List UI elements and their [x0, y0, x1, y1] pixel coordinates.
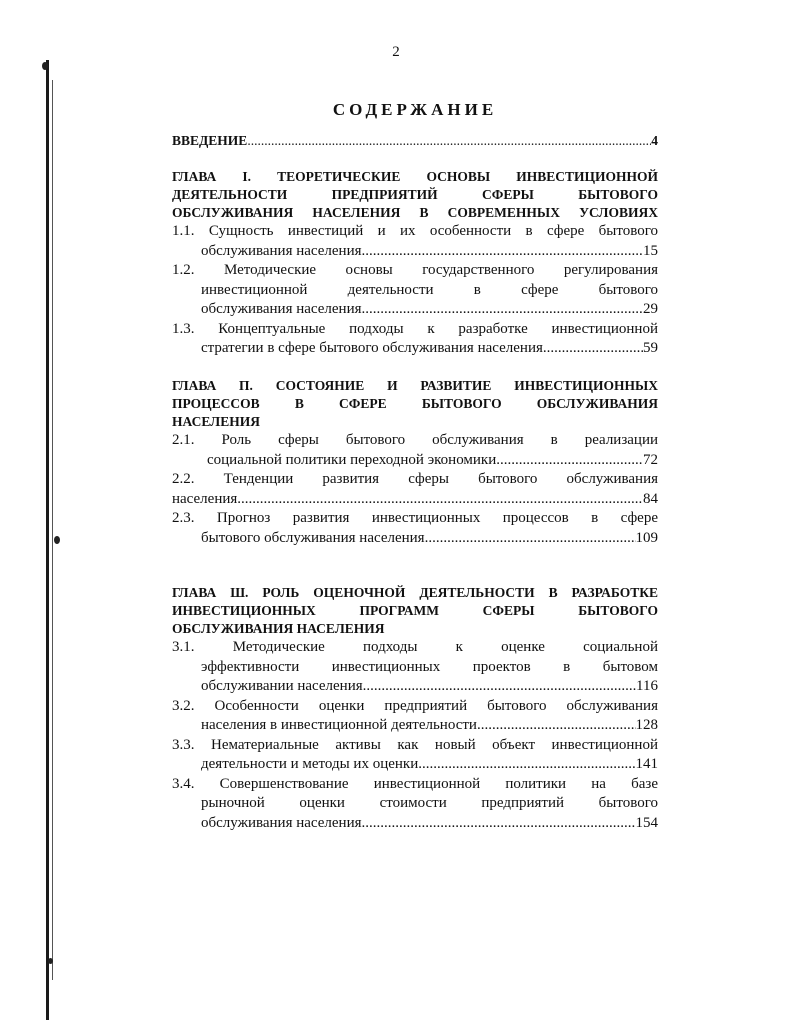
- entry-title-cont: обслуживания населения: [201, 814, 362, 831]
- entry-title: 1.2. Методические основы государственного регулирования: [172, 262, 658, 278]
- entry-title-cont: социальной политики переходной экономики: [207, 451, 497, 468]
- entry-title-cont: населения: [172, 490, 238, 507]
- entry-title-cont: обслуживания населения: [201, 301, 362, 317]
- entry-page: 72: [643, 451, 658, 468]
- entry-title: 3.4. Совершенствование инвестиционной политики на базе: [172, 775, 658, 792]
- chapter-heading-line: ИНВЕСТИЦИОННЫХ ПРОГРАММ СФЕРЫ БЫТОВОГО: [172, 603, 658, 618]
- intro-label: ВВЕДЕНИЕ: [172, 133, 248, 148]
- chapter-heading-line: ОБСЛУЖИВАНИЯ НАСЕЛЕНИЯ В СОВРЕМЕННЫХ УСЛОВИЯХ: [172, 205, 658, 220]
- entry-title: 3.3. Нематериальные активы как новый объект инвестиционной: [172, 736, 658, 753]
- toc-entry: [172, 509, 658, 548]
- scan-binding-edge-inner: [52, 80, 53, 980]
- chapter-heading-line: ГЛАВА I. ТЕОРЕТИЧЕСКИЕ ОСНОВЫ ИНВЕСТИЦИОННОЙ: [172, 169, 658, 184]
- chapter-heading-line: ГЛАВА П. СОСТОЯНИЕ И РАЗВИТИЕ ИНВЕСТИЦИОННЫХ: [172, 378, 658, 393]
- entry-title-cont: обслуживании населения: [201, 678, 363, 694]
- entry-page: 116: [636, 678, 658, 694]
- toc-entry: [172, 697, 658, 736]
- entry-title-cont: обслуживания населения: [201, 242, 362, 259]
- dot-leader: [237, 490, 643, 510]
- intro-page: 4: [651, 133, 658, 148]
- entry-title: 1.3. Концептуальные подходы к разработке инвестиционной: [172, 320, 658, 337]
- chapter-heading-line: ДЕЯТЕЛЬНОСТИ ПРЕДПРИЯТИЙ СФЕРЫ БЫТОВОГО: [172, 187, 658, 202]
- dot-leader: [496, 451, 643, 471]
- entry-page: 154: [635, 814, 658, 831]
- scan-speck: [48, 958, 53, 964]
- toc-title: СОДЕРЖАНИЕ: [332, 100, 498, 119]
- toc-entry: [172, 222, 658, 261]
- dot-leader: [247, 131, 651, 151]
- entry-title-cont: рыночной оценки стоимости предприятий бытового: [201, 795, 658, 811]
- chapter-heading: [172, 168, 658, 222]
- entry-page: 59: [643, 340, 658, 356]
- toc-chapter-2: [172, 377, 658, 548]
- dot-leader: [362, 814, 636, 834]
- dot-leader: [362, 300, 644, 320]
- entry-title: 3.2. Особенности оценки предприятий бытового обслуживания: [172, 697, 658, 714]
- scan-speck: [54, 536, 60, 544]
- toc-entry: [172, 736, 658, 775]
- entry-title: 3.1. Методические подходы к оценке социальной: [172, 639, 658, 655]
- dot-leader: [425, 529, 636, 549]
- dot-leader: [362, 242, 644, 262]
- scan-binding-edge: [46, 60, 49, 1020]
- entry-title-cont: эффективности инвестиционных проектов в бытовом: [201, 658, 658, 675]
- toc-chapter-3: [172, 584, 658, 833]
- dot-leader: [418, 755, 635, 775]
- entry-title: 2.2. Тенденции развития сферы бытового обслуживания: [172, 471, 658, 487]
- entry-title: 1.1. Сущность инвестиций и их особенности в сфере бытового: [172, 223, 658, 239]
- toc-entry: [172, 638, 658, 697]
- dot-leader: [543, 339, 643, 359]
- entry-title: 2.3. Прогноз развития инвестиционных процессов в сфере: [172, 510, 658, 526]
- chapter-heading-line: НАСЕЛЕНИЯ: [172, 414, 260, 429]
- toc-entry: [172, 261, 658, 320]
- entry-page: 128: [635, 717, 658, 733]
- toc-entry: [172, 775, 658, 834]
- chapter-heading-line: ГЛАВА Ш. РОЛЬ ОЦЕНОЧНОЙ ДЕЯТЕЛЬНОСТИ В РАЗРАБОТКЕ: [172, 585, 658, 600]
- chapter-heading: [172, 584, 658, 638]
- entry-title-cont: населения в инвестиционной деятельности: [201, 717, 477, 733]
- toc-entry: [172, 320, 658, 359]
- toc-intro: [172, 131, 658, 151]
- scan-speck: [42, 62, 48, 70]
- toc-chapter-1: [172, 168, 658, 359]
- chapter-heading: [172, 377, 658, 431]
- chapter-heading-line: ПРОЦЕССОВ В СФЕРЕ БЫТОВОГО ОБСЛУЖИВАНИЯ: [172, 396, 658, 411]
- toc-entry: [172, 431, 658, 470]
- entry-page: 141: [635, 756, 658, 772]
- entry-title: 2.1. Роль сферы бытового обслуживания в реализации: [172, 432, 658, 448]
- entry-title-cont: деятельности и методы их оценки: [201, 756, 419, 772]
- dot-leader: [363, 677, 636, 697]
- toc-entry: [172, 470, 658, 509]
- page-number: 2: [392, 44, 400, 60]
- entry-page: 15: [643, 242, 658, 259]
- entry-title-cont: бытового обслуживания населения: [201, 529, 425, 546]
- entry-title-cont: инвестиционной деятельности в сфере бытового: [201, 281, 658, 298]
- entry-page: 29: [643, 301, 658, 317]
- entry-title-cont: стратегии в сфере бытового обслуживания населения: [201, 340, 543, 356]
- entry-page: 84: [643, 490, 658, 507]
- chapter-heading-line: ОБСЛУЖИВАНИЯ НАСЕЛЕНИЯ: [172, 621, 385, 636]
- entry-page: 109: [635, 529, 658, 546]
- dot-leader: [477, 716, 636, 736]
